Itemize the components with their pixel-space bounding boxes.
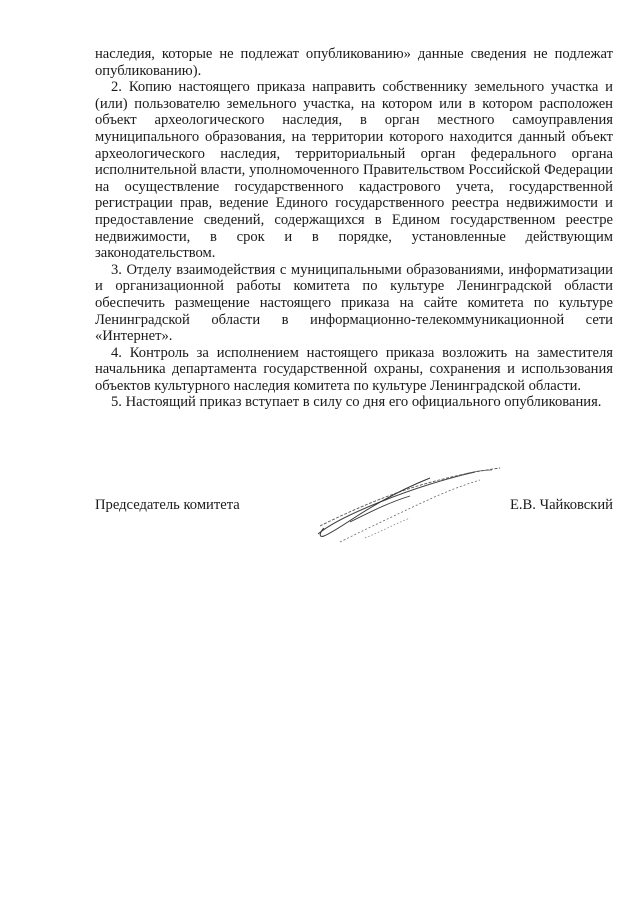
- paragraph-4: 4. Контроль за исполнением настоящего приказа возложить на заместителя начальника департамента государственной охраны, сохранения и использования объектов культурного наследия комитета по культуре Ленинградской области.: [95, 344, 613, 394]
- continuation-paragraph: наследия, которые не подлежат опубликованию» данные сведения не подлежат опубликованию).: [95, 46, 613, 79]
- signatory-title: Председатель комитета: [95, 497, 240, 513]
- paragraph-3: 3. Отделу взаимодействия с муниципальными образованиями, информатизации и организационной работы комитета по культуре Ленинградской области обеспечить размещение настоящего приказа на сайте комитета по культуре Ленинградской области в информационно-телекоммуникационной сети «Интернет».: [95, 261, 613, 345]
- signatory-name: Е.В. Чайковский: [509, 497, 613, 513]
- paragraph-2: 2. Копию настоящего приказа направить собственнику земельного участка и (или) пользователю земельного участка, на котором или в котором расположен объект археологического наследия, в орган местного самоуправления муниципального образования, на территории которого находится данный объект археологического наследия, территориальный орган федерального органа исполнительной власти, уполномоченного Правительством Российской Федерации на осуществление государственного кадастрового учета, государственной регистрации прав, ведение Единого государственного реестра недвижимости и предоставление сведений, содержащихся в Едином государственном реестре недвижимости, в срок и в порядке, установленные действующим законодательством.: [95, 79, 613, 262]
- paragraph-5: 5. Настоящий приказ вступает в силу со дня его официального опубликования.: [111, 394, 602, 411]
- handwritten-signature: [310, 462, 510, 552]
- document-body: [95, 46, 613, 411]
